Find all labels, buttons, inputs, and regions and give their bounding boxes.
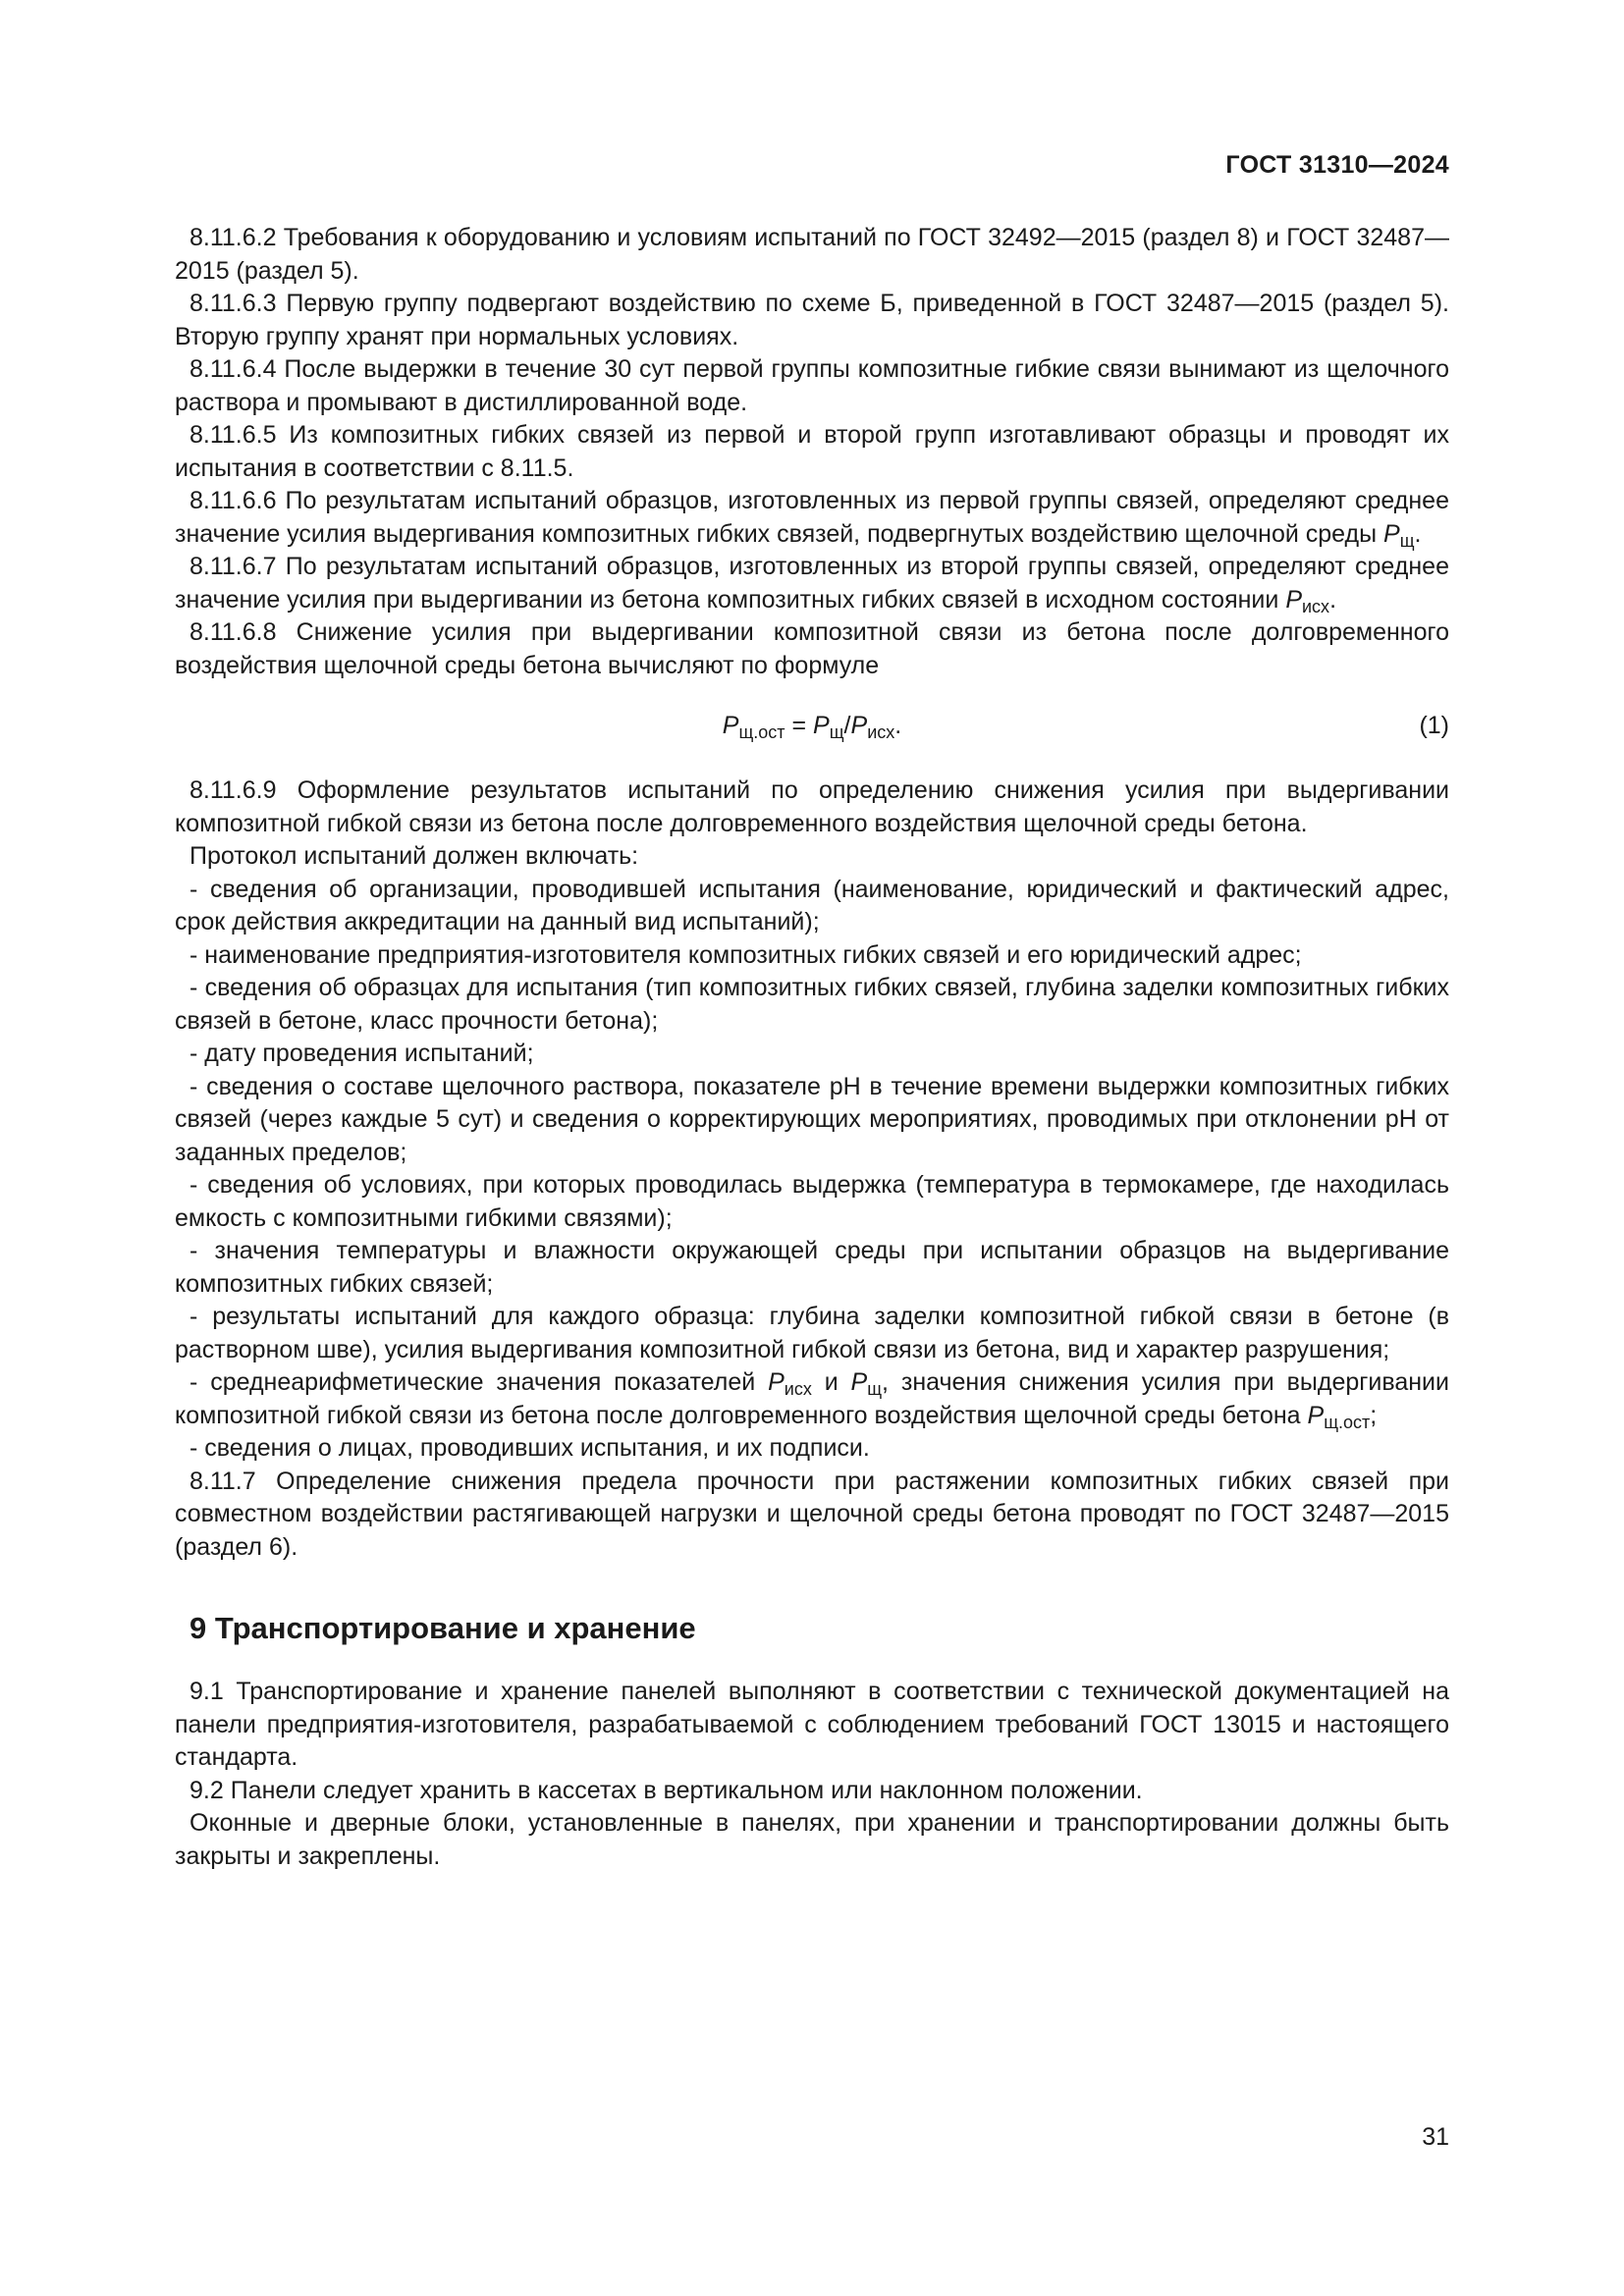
variable-p: P — [768, 1368, 785, 1396]
paragraph-8-11-6-5: 8.11.6.5 Из композитных гибких связей из первой и второй групп изготавливают образцы и проводят их испытания в соответствии с 8.11.5. — [175, 421, 1449, 482]
paragraph-9-1: 9.1 Транспортирование и хранение панелей выполняют в соответствии с технической документацией на панели предприятия-изготовителя, разрабатываемой с соблюдением требований ГОСТ 13015 и настоящего стандарта. — [175, 1678, 1449, 1771]
list-item: - наименование предприятия-изготовителя композитных гибких связей и его юридический адрес; — [189, 940, 1302, 969]
subscript: щ — [829, 722, 844, 742]
list-text: - среднеарифметические значения показателей — [189, 1368, 769, 1396]
punctuation: . — [894, 712, 902, 739]
subscript: щ — [867, 1379, 883, 1399]
paragraph-text: 8.11.6.7 По результатам испытаний образцов, изготовленных из второй группы связей, определяют среднее значение усилия при выдергивании из бетона композитных гибких связей в исходном состоянии — [175, 553, 1449, 614]
list-item: - сведения об условиях, при которых проводилась выдержка (температура в термокамере, где находилась емкость с композитными гибкими связями); — [175, 1171, 1449, 1232]
list-item: - сведения об организации, проводившей испытания (наименование, юридический и фактический адрес, срок действия аккредитации на данный вид испытаний); — [175, 875, 1449, 935]
variable-p: P — [850, 712, 868, 739]
paragraph-9-2-cont: Оконные и дверные блоки, установленные в панелях, при хранении и транспортировании должны быть закрыты и закреплены. — [175, 1809, 1449, 1870]
subscript: исх — [784, 1379, 812, 1399]
variable-p: P — [1285, 585, 1302, 614]
list-item: - сведения о составе щелочного раствора, показателе pH в течение времени выдержки композитных гибких связей (через каждые 5 сут) и сведения о корректирующих мероприятиях, проводимых при отклонении pH от заданных пределов; — [175, 1072, 1449, 1166]
variable-p: P — [722, 712, 739, 739]
paragraph-8-11-6-9: 8.11.6.9 Оформление результатов испытаний по определению снижения усилия при выдергивании композитной гибкой связи из бетона после долговременного воздействия щелочной среды бетона. — [175, 776, 1449, 837]
subscript: щ.ост — [1324, 1412, 1371, 1432]
subscript: щ — [1399, 530, 1415, 551]
slash: / — [843, 712, 851, 739]
paragraph-8-11-6-3: 8.11.6.3 Первую группу подвергают воздействию по схеме Б, приведенной в ГОСТ 32487—2015 (раздел 5). Вторую группу хранят при нормальных условиях. — [175, 290, 1449, 350]
formula-number: (1) — [1419, 712, 1449, 739]
page-number: 31 — [1422, 2123, 1449, 2151]
list-item: - сведения о лицах, проводивших испытания, и их подписи. — [189, 1434, 870, 1462]
list-item: - сведения об образцах для испытания (тип композитных гибких связей, глубина заделки композитных гибких связей в бетоне, класс прочности бетона); — [175, 974, 1449, 1035]
section-9-title: 9 Транспортирование и хранение — [189, 1611, 696, 1645]
variable-p: P — [850, 1368, 868, 1396]
list-item: - результаты испытаний для каждого образца: глубина заделки композитной гибкой связи в бетоне (в растворном шве), усилия выдергивания композитной гибкой связи из бетона, вид и характер разрушения; — [175, 1303, 1449, 1363]
list-item: - дату проведения испытаний; — [189, 1040, 534, 1067]
subscript: исх — [867, 722, 895, 742]
variable-p: P — [1307, 1401, 1325, 1429]
equals-sign: = — [785, 712, 814, 739]
paragraph-8-11-7: 8.11.7 Определение снижения предела прочности при растяжении композитных гибких связей при совместном воздействии растягивающей нагрузки и щелочной среды бетона проводят по ГОСТ 32487—2015 (раздел 6). — [175, 1467, 1449, 1561]
paragraph-8-11-6-7 — [175, 551, 1449, 616]
list-text: , значения снижения усилия при выдергивании композитной гибкой связи из бетона после долговременного воздействия щелочной среды бетона — [175, 1368, 1449, 1429]
subscript: исх — [1302, 596, 1330, 616]
document-body — [175, 222, 1449, 1873]
paragraph-9-2: 9.2 Панели следует хранить в кассетах в вертикальном или наклонном положении. — [189, 1776, 1143, 1804]
list-item: - значения температуры и влажности окружающей среды при испытании образцов на выдергивание композитных гибких связей; — [175, 1237, 1449, 1298]
punctuation: . — [1329, 585, 1337, 614]
formula-expression — [175, 710, 1449, 743]
protocol-intro: Протокол испытаний должен включать: — [189, 842, 639, 870]
paragraph-8-11-6-6 — [175, 485, 1449, 551]
subscript: щ.ост — [738, 722, 785, 742]
formula-1 — [175, 696, 1449, 761]
document-header-id: ГОСТ 31310—2024 — [1225, 151, 1449, 179]
punctuation: ; — [1370, 1401, 1378, 1429]
list-text: и — [811, 1368, 851, 1396]
variable-p: P — [1383, 519, 1400, 548]
paragraph-8-11-6-2: 8.11.6.2 Требования к оборудованию и условиям испытаний по ГОСТ 32492—2015 (раздел 8) и ГОСТ 32487—2015 (раздел 5). — [175, 224, 1449, 285]
paragraph-text: 8.11.6.6 По результатам испытаний образцов, изготовленных из первой группы связей, определяют среднее значение усилия выдергивания композитных гибких связей, подвергнутых воздействию щелочной среды — [175, 487, 1449, 548]
paragraph-8-11-6-4: 8.11.6.4 После выдержки в течение 30 сут первой группы композитные гибкие связи вынимают из щелочного раствора и промывают в дистиллированной воде. — [175, 355, 1449, 416]
paragraph-8-11-6-8: 8.11.6.8 Снижение усилия при выдергивании композитной связи из бетона после долговременного воздействия щелочной среды бетона вычисляют по формуле — [175, 618, 1449, 679]
variable-p: P — [813, 712, 830, 739]
list-item-averages — [175, 1366, 1449, 1432]
punctuation: . — [1414, 519, 1422, 548]
